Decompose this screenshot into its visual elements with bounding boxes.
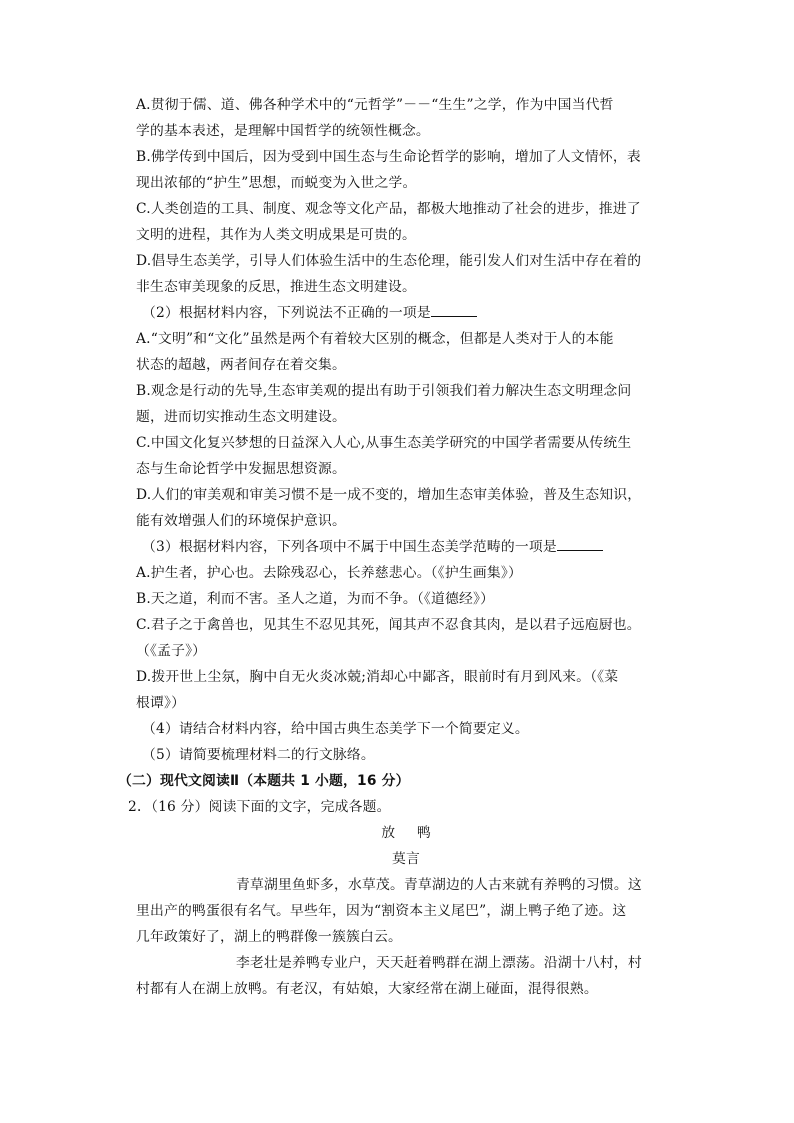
q2-option-b-line1: B.观念是行动的先导,生态审美观的提出有助于引领我们着力解决生态文明理念问 (136, 383, 632, 399)
q2-option-c-line1: C.中国文化复兴梦想的日益深入人心,从事生态美学研究的中国学者需要从传统生 (136, 435, 632, 451)
q2-option-a-line1: A.“文明”和“文化”虽然是两个有着较大区别的概念，但都是人类对于人的本能 (136, 331, 614, 347)
q2-option-b-line2: 题，进而切实推动生态文明建设。 (136, 409, 346, 425)
q3-option-c-line2: （《孟子》） (136, 643, 207, 659)
story-paragraph2-line1: 李老壮是养鸭专业户，天天赶着鸭群在湖上漂荡。沿湖十八村，村 (236, 955, 642, 971)
q4-text: （4）请结合材料内容，给中国古典生态美学下一个简要定义。 (142, 721, 529, 737)
q3-option-c-line1: C.君子之于禽兽也，见其生不忍见其死，闻其声不忍食其肉，是以君子远庖厨也。 (136, 617, 641, 633)
q3-option-d-line1: D.拨开世上尘氛，胸中自无火炎冰兢;消却心中鄙吝，眼前时有月到风来。（《菜 (136, 669, 619, 685)
q5-text: （5）请简要梳理材料二的行文脉络。 (142, 747, 375, 763)
reading-question-intro: 2．（16 分）阅读下面的文字，完成各题。 (128, 799, 391, 815)
q1-option-c-line1: C.人类创造的工具、制度、观念等文化产品，都极大地推动了社会的进步，推进了 (136, 201, 641, 217)
q2-answer-blank (431, 302, 477, 317)
q1-option-b-line2: 现出浓郁的“护生”思想，而蜕变为入世之学。 (136, 175, 417, 191)
q1-option-d-line1: D.倡导生态美学，引导人们体验生活中的生态伦理，能引发人们对生活中存在着的 (136, 253, 642, 269)
section-heading: （二）现代文阅读Ⅱ（本题共 1 小题，16 分） (118, 773, 410, 789)
q2-stem-line (136, 300, 676, 326)
q2-option-d-line2: 能有效增强人们的环境保护意识。 (136, 513, 346, 529)
story-paragraph2-line2: 村都有人在湖上放鸭。有老汉，有姑娘，大家经常在湖上碰面，混得很熟。 (136, 981, 598, 997)
q2-option-d-line1: D.人们的审美观和审美习惯不是一成不变的，增加生态审美体验，普及生态知识， (136, 487, 642, 503)
story-paragraph1-line3: 几年政策好了，湖上的鸭群像一簇簇白云。 (136, 929, 402, 945)
q2-option-a-line2: 状态的超越，两者间存在着交集。 (136, 357, 346, 373)
q3-stem: （3）根据材料内容，下列各项中不属于中国生态美学范畴的一项是 (142, 539, 557, 555)
q1-option-b-line1: B.佛学传到中国后，因为受到中国生态与生命论哲学的影响，增加了人文情怀，表 (136, 149, 641, 165)
q2-option-c-line2: 态与生命论哲学中发掘思想资源。 (136, 461, 346, 477)
q1-option-c-line2: 文明的进程，其作为人类文明成果是可贵的。 (136, 227, 416, 243)
q1-option-a-line2: 学的基本表述，是理解中国哲学的统领性概念。 (136, 123, 430, 139)
q1-option-d-line2: 非生态审美现象的反思，推进生态文明建设。 (136, 279, 416, 295)
q3-answer-blank (557, 536, 603, 551)
story-paragraph1-line1: 青草湖里鱼虾多，水草茂。青草湖边的人古来就有养鸭的习惯。这 (236, 877, 642, 893)
q3-option-d-line2: 根谭》） (136, 695, 186, 711)
story-author: 莫言 (392, 851, 420, 867)
story-paragraph1-line2: 里出产的鸭蛋很有名气。早些年，因为“割资本主义尾巴”，湖上鸭子绝了迹。这 (136, 903, 627, 919)
q2-stem: （2）根据材料内容，下列说法不正确的一项是 (142, 305, 431, 321)
q1-option-a-line1: A.贯彻于儒、道、佛各种学术中的“元哲学”－－“生生”之学，作为中国当代哲 (136, 97, 614, 113)
q3-option-b: B.天之道，利而不害。圣人之道，为而不争。（《道德经》） (136, 591, 495, 607)
q3-stem-line (136, 534, 676, 560)
q3-option-a: A.护生者，护心也。去除残忍心，长养慈悲心。（《护生画集》） (136, 565, 522, 581)
story-title: 放鸭 (381, 825, 453, 841)
exam-content (118, 92, 676, 1002)
